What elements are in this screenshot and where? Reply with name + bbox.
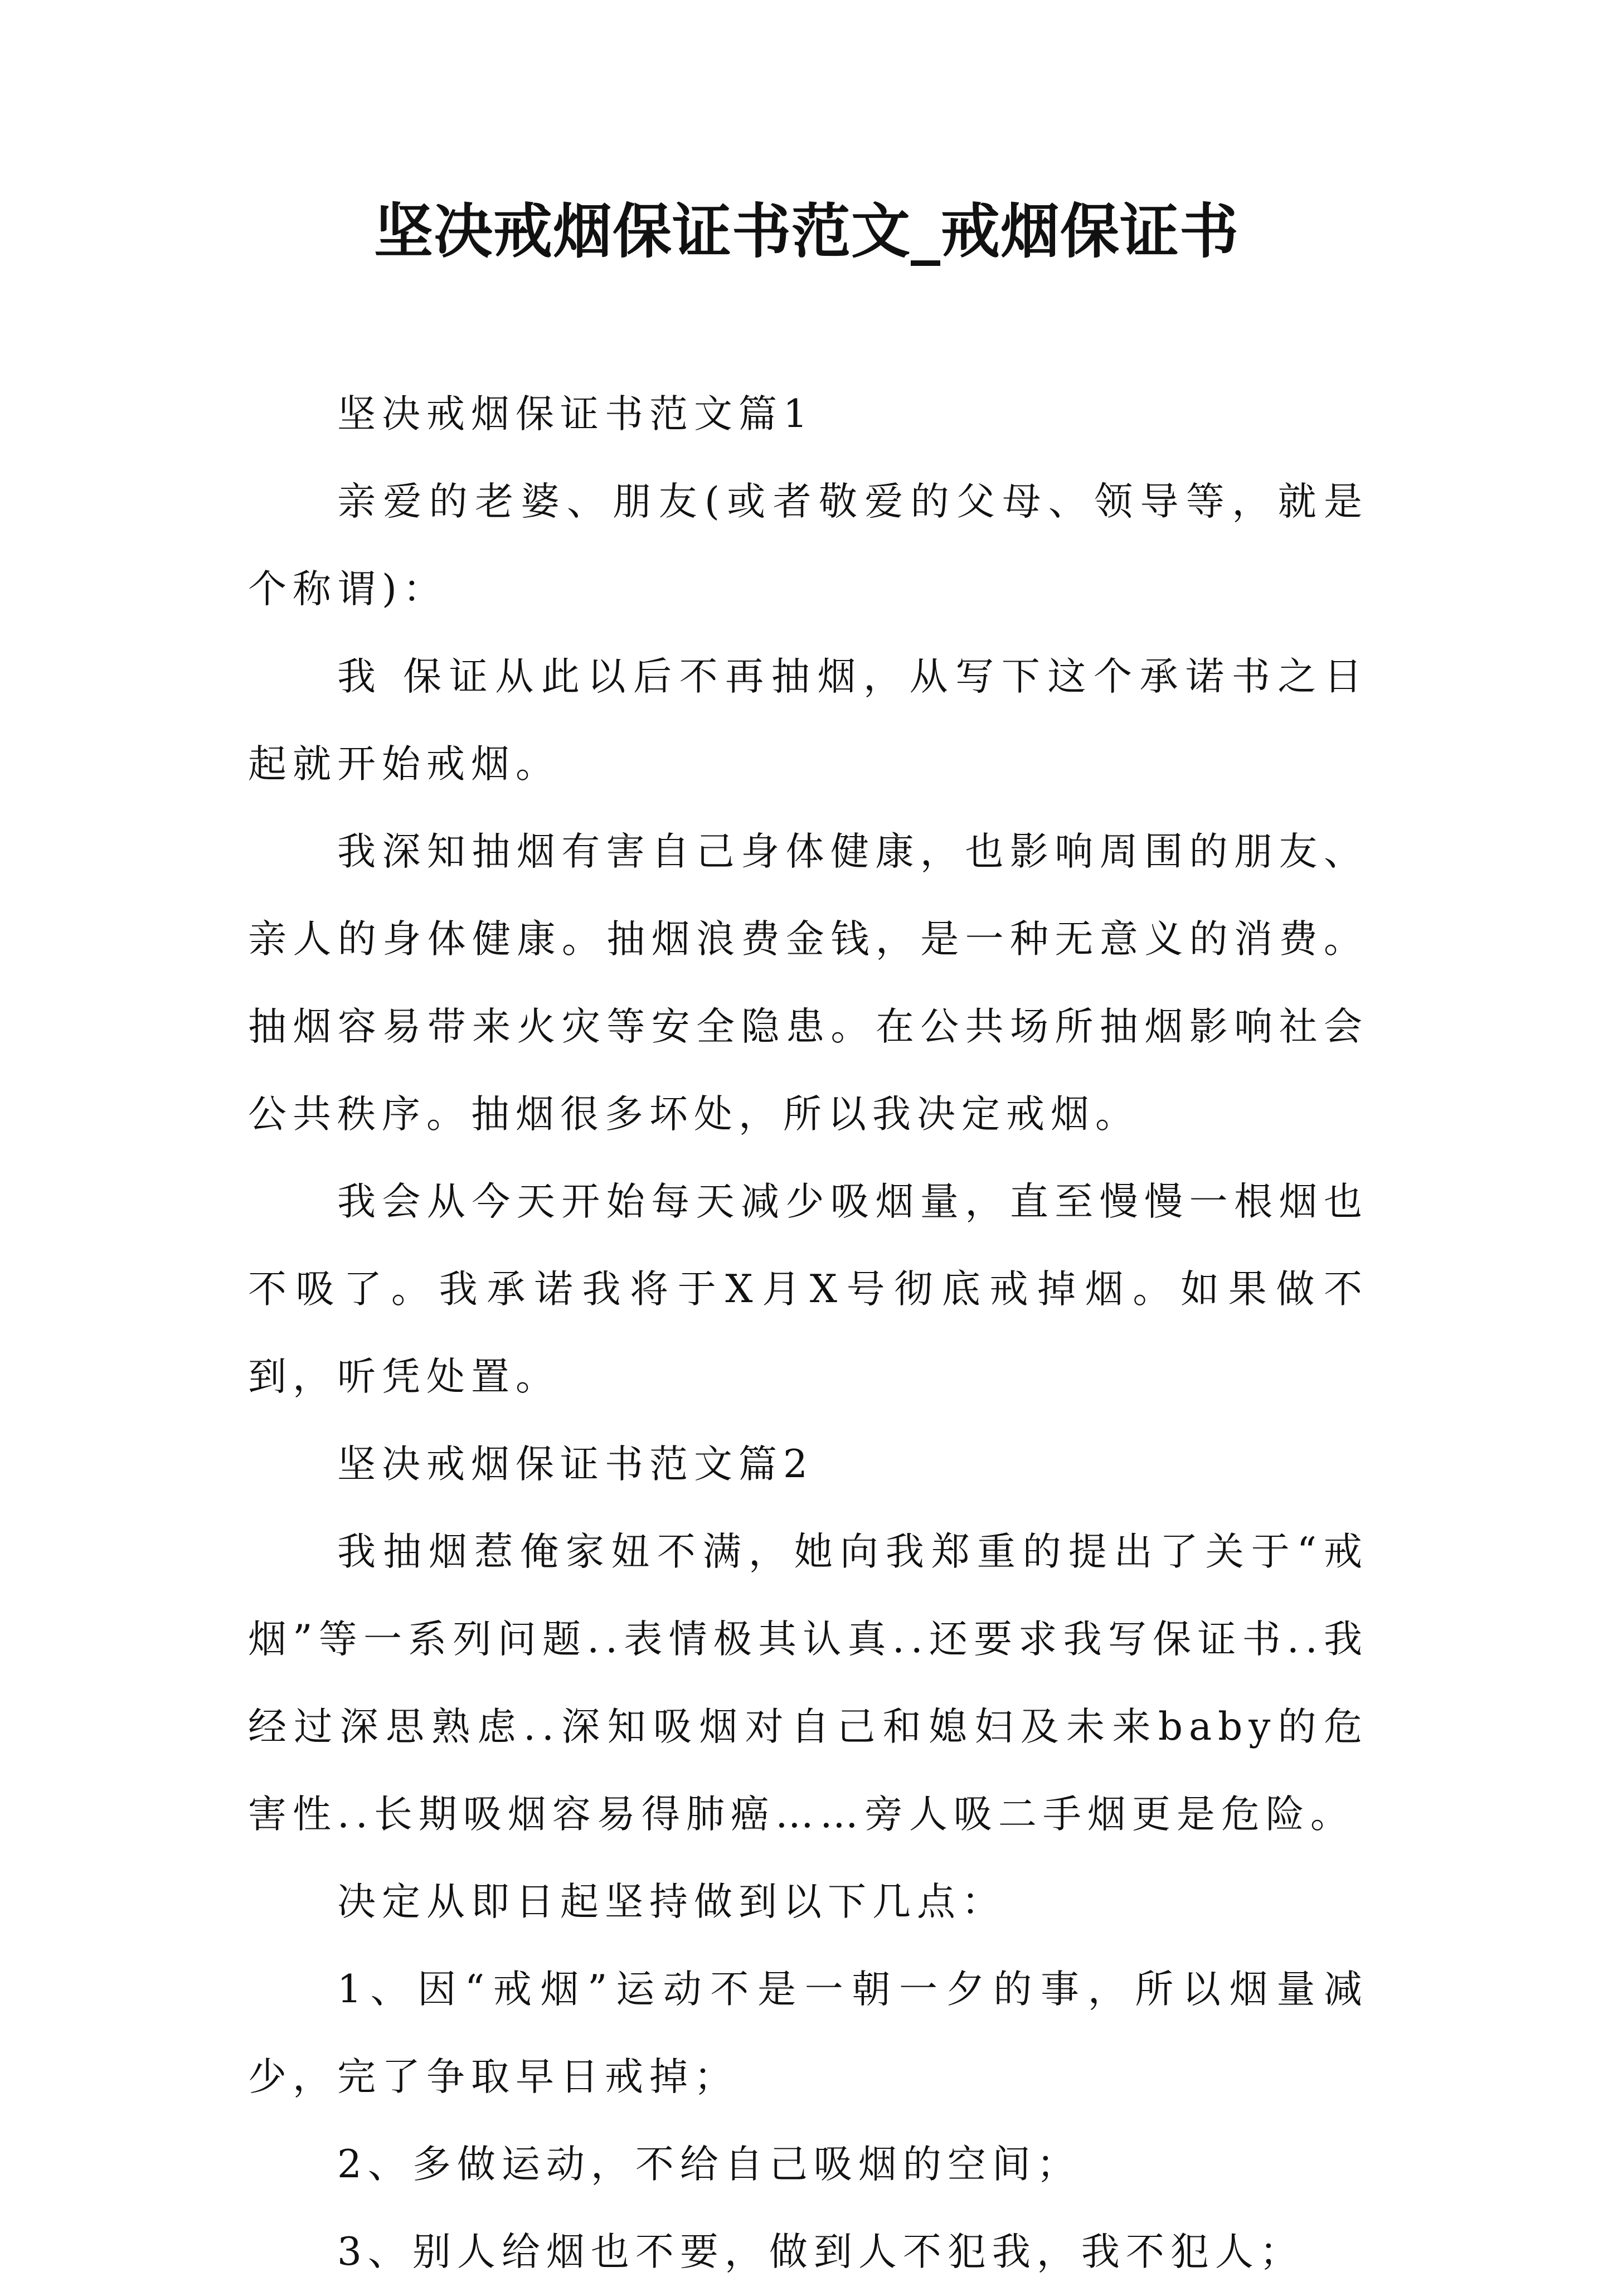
paragraph: 我会从今天开始每天减少吸烟量，直至慢慢一根烟也不吸了。我承诺我将于X月X号彻底戒掉烟。如果做不到，听凭处置。 [248,1179,1368,1399]
list-item: 3、别人给烟也不要，做到人不犯我，我不犯人； [337,2230,1304,2274]
paragraph: 我抽烟惹俺家妞不满，她向我郑重的提出了关于“戒烟”等一系列问题..表情极其认真..还要求我写保证书..我经过深思熟虑..深知吸烟对自己和媳妇及未来baby的危害性..长期吸烟容易得肺癌……旁人吸二手烟更是危险。 [248,1530,1368,1837]
paragraph-salutation: 亲爱的老婆、朋友(或者敬爱的父母、领导等，就是个称谓)： [248,479,1368,611]
paragraph: 我深知抽烟有害自己身体健康，也影响周围的朋友、亲人的身体健康。抽烟浪费金钱，是一种无意义的消费。抽烟容易带来火灾等安全隐患。在公共场所抽烟影响社会公共秩序。抽烟很多坏处，所以我决定戒烟。 [248,829,1368,1137]
paragraph: 决定从即日起坚持做到以下几点： [337,1880,1006,1924]
list-item: 2、多做运动，不给自己吸烟的空间； [337,2142,1081,2187]
list-item: 1、因“戒烟”运动不是一朝一夕的事，所以烟量减少，完了争取早日戒掉； [248,1967,1368,2099]
document-body [248,371,1368,2296]
paragraph: 我 保证从此以后不再抽烟，从写下这个承诺书之日起就开始戒烟。 [248,654,1368,787]
document-title: 坚决戒烟保证书范文_戒烟保证书 [374,196,1239,266]
paragraph-section-heading-1: 坚决戒烟保证书范文篇1 [337,392,814,436]
paragraph-section-heading-2: 坚决戒烟保证书范文篇2 [337,1442,814,1487]
